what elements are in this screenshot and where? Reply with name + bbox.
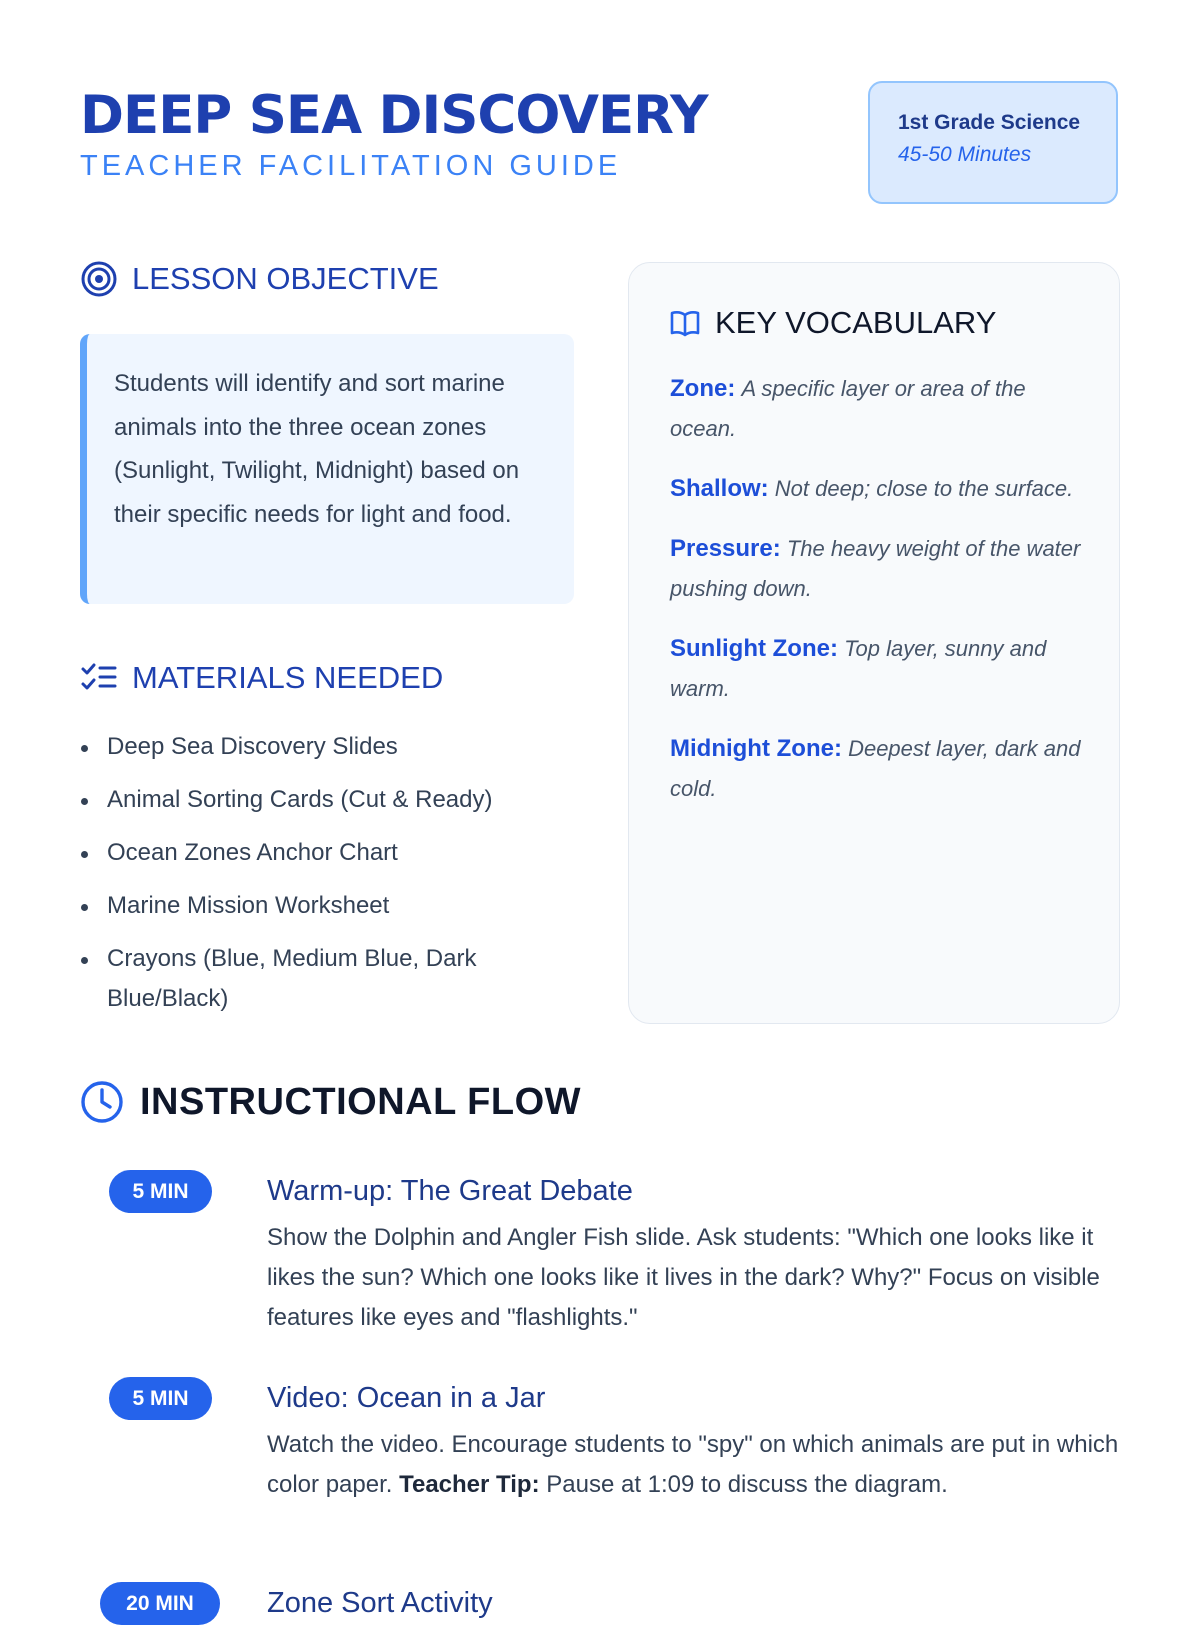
vocab-item: [670, 529, 1090, 609]
vocabulary-card: [628, 262, 1120, 1024]
step-title: Zone Sort Activity: [267, 1587, 493, 1619]
objective-heading-label: LESSON OBJECTIVE: [132, 261, 439, 296]
list-item: Crayons (Blue, Medium Blue, Dark Blue/Black): [80, 939, 580, 1019]
vocab-definition: Not deep; close to the surface.: [774, 476, 1074, 501]
step-description: [267, 1425, 1130, 1505]
materials-heading-label: MATERIALS NEEDED: [132, 660, 444, 695]
clock-icon: [80, 1080, 124, 1124]
time-badge: 20 MIN: [100, 1582, 220, 1625]
grade-level: 1st Grade Science: [898, 111, 1081, 134]
flow-heading: [80, 1080, 581, 1124]
step-description-text: Pause at 1:09 to discuss the diagram.: [539, 1471, 948, 1498]
page-header: [80, 86, 707, 183]
time-badge: 5 MIN: [109, 1170, 212, 1213]
list-item: Animal Sorting Cards (Cut & Ready): [80, 780, 580, 820]
step-description-text: Watch the video. Encourage students to "spy" on which animals are put in which color paper.: [267, 1431, 1119, 1498]
vocabulary-heading: [669, 305, 996, 341]
book-icon: [669, 309, 701, 337]
vocab-item: [670, 369, 1090, 449]
vocab-definition: A specific layer or area of the ocean.: [670, 376, 1026, 441]
objective-box: [80, 334, 574, 604]
flow-heading-label: INSTRUCTIONAL FLOW: [140, 1080, 582, 1123]
list-item: Deep Sea Discovery Slides: [80, 727, 580, 767]
vocab-term: Pressure:: [670, 535, 781, 562]
materials-heading: [80, 660, 443, 696]
vocab-term: Shallow:: [670, 475, 769, 502]
teacher-tip-label: Teacher Tip:: [399, 1471, 540, 1498]
step-description: Show the Dolphin and Angler Fish slide. Ask students: "Which one looks like it likes the sun? Which one looks like it lives in the dark? Why?" Focus on visible features like eyes and "flashlights.": [267, 1224, 1100, 1331]
step-title: Video: Ocean in a Jar: [267, 1382, 546, 1414]
vocab-definition: Deepest layer, dark and cold.: [670, 736, 1081, 801]
vocab-term: Sunlight Zone:: [670, 635, 838, 662]
vocabulary-list: [670, 369, 1090, 829]
list-item: Marine Mission Worksheet: [80, 886, 580, 926]
page-subtitle: TEACHER FACILITATION GUIDE: [80, 150, 622, 182]
time-badge: 5 MIN: [109, 1377, 212, 1420]
vocab-term: Midnight Zone:: [670, 735, 842, 762]
list-item: Ocean Zones Anchor Chart: [80, 833, 580, 873]
vocabulary-heading-label: KEY VOCABULARY: [715, 305, 997, 340]
objective-text: Students will identify and sort marine animals into the three ocean zones (Sunlight, Twilight, Midnight) based on their specific needs for light and food.: [114, 370, 520, 528]
objective-heading: [80, 260, 439, 298]
vocab-item: [670, 629, 1090, 709]
lesson-duration: 45-50 Minutes: [898, 143, 1032, 166]
page-title: DEEP SEA DISCOVERY: [80, 85, 708, 146]
grade-info-card: [868, 81, 1118, 204]
vocab-term: Zone:: [670, 375, 736, 402]
vocab-item: [670, 729, 1090, 809]
vocab-item: [670, 469, 1090, 509]
checklist-icon: [80, 662, 118, 694]
vocab-definition: The heavy weight of the water pushing down.: [670, 536, 1081, 601]
step-title: Warm-up: The Great Debate: [267, 1175, 633, 1207]
vocab-definition: Top layer, sunny and warm.: [670, 636, 1047, 701]
target-icon: [80, 260, 118, 298]
materials-list: [80, 727, 580, 1032]
